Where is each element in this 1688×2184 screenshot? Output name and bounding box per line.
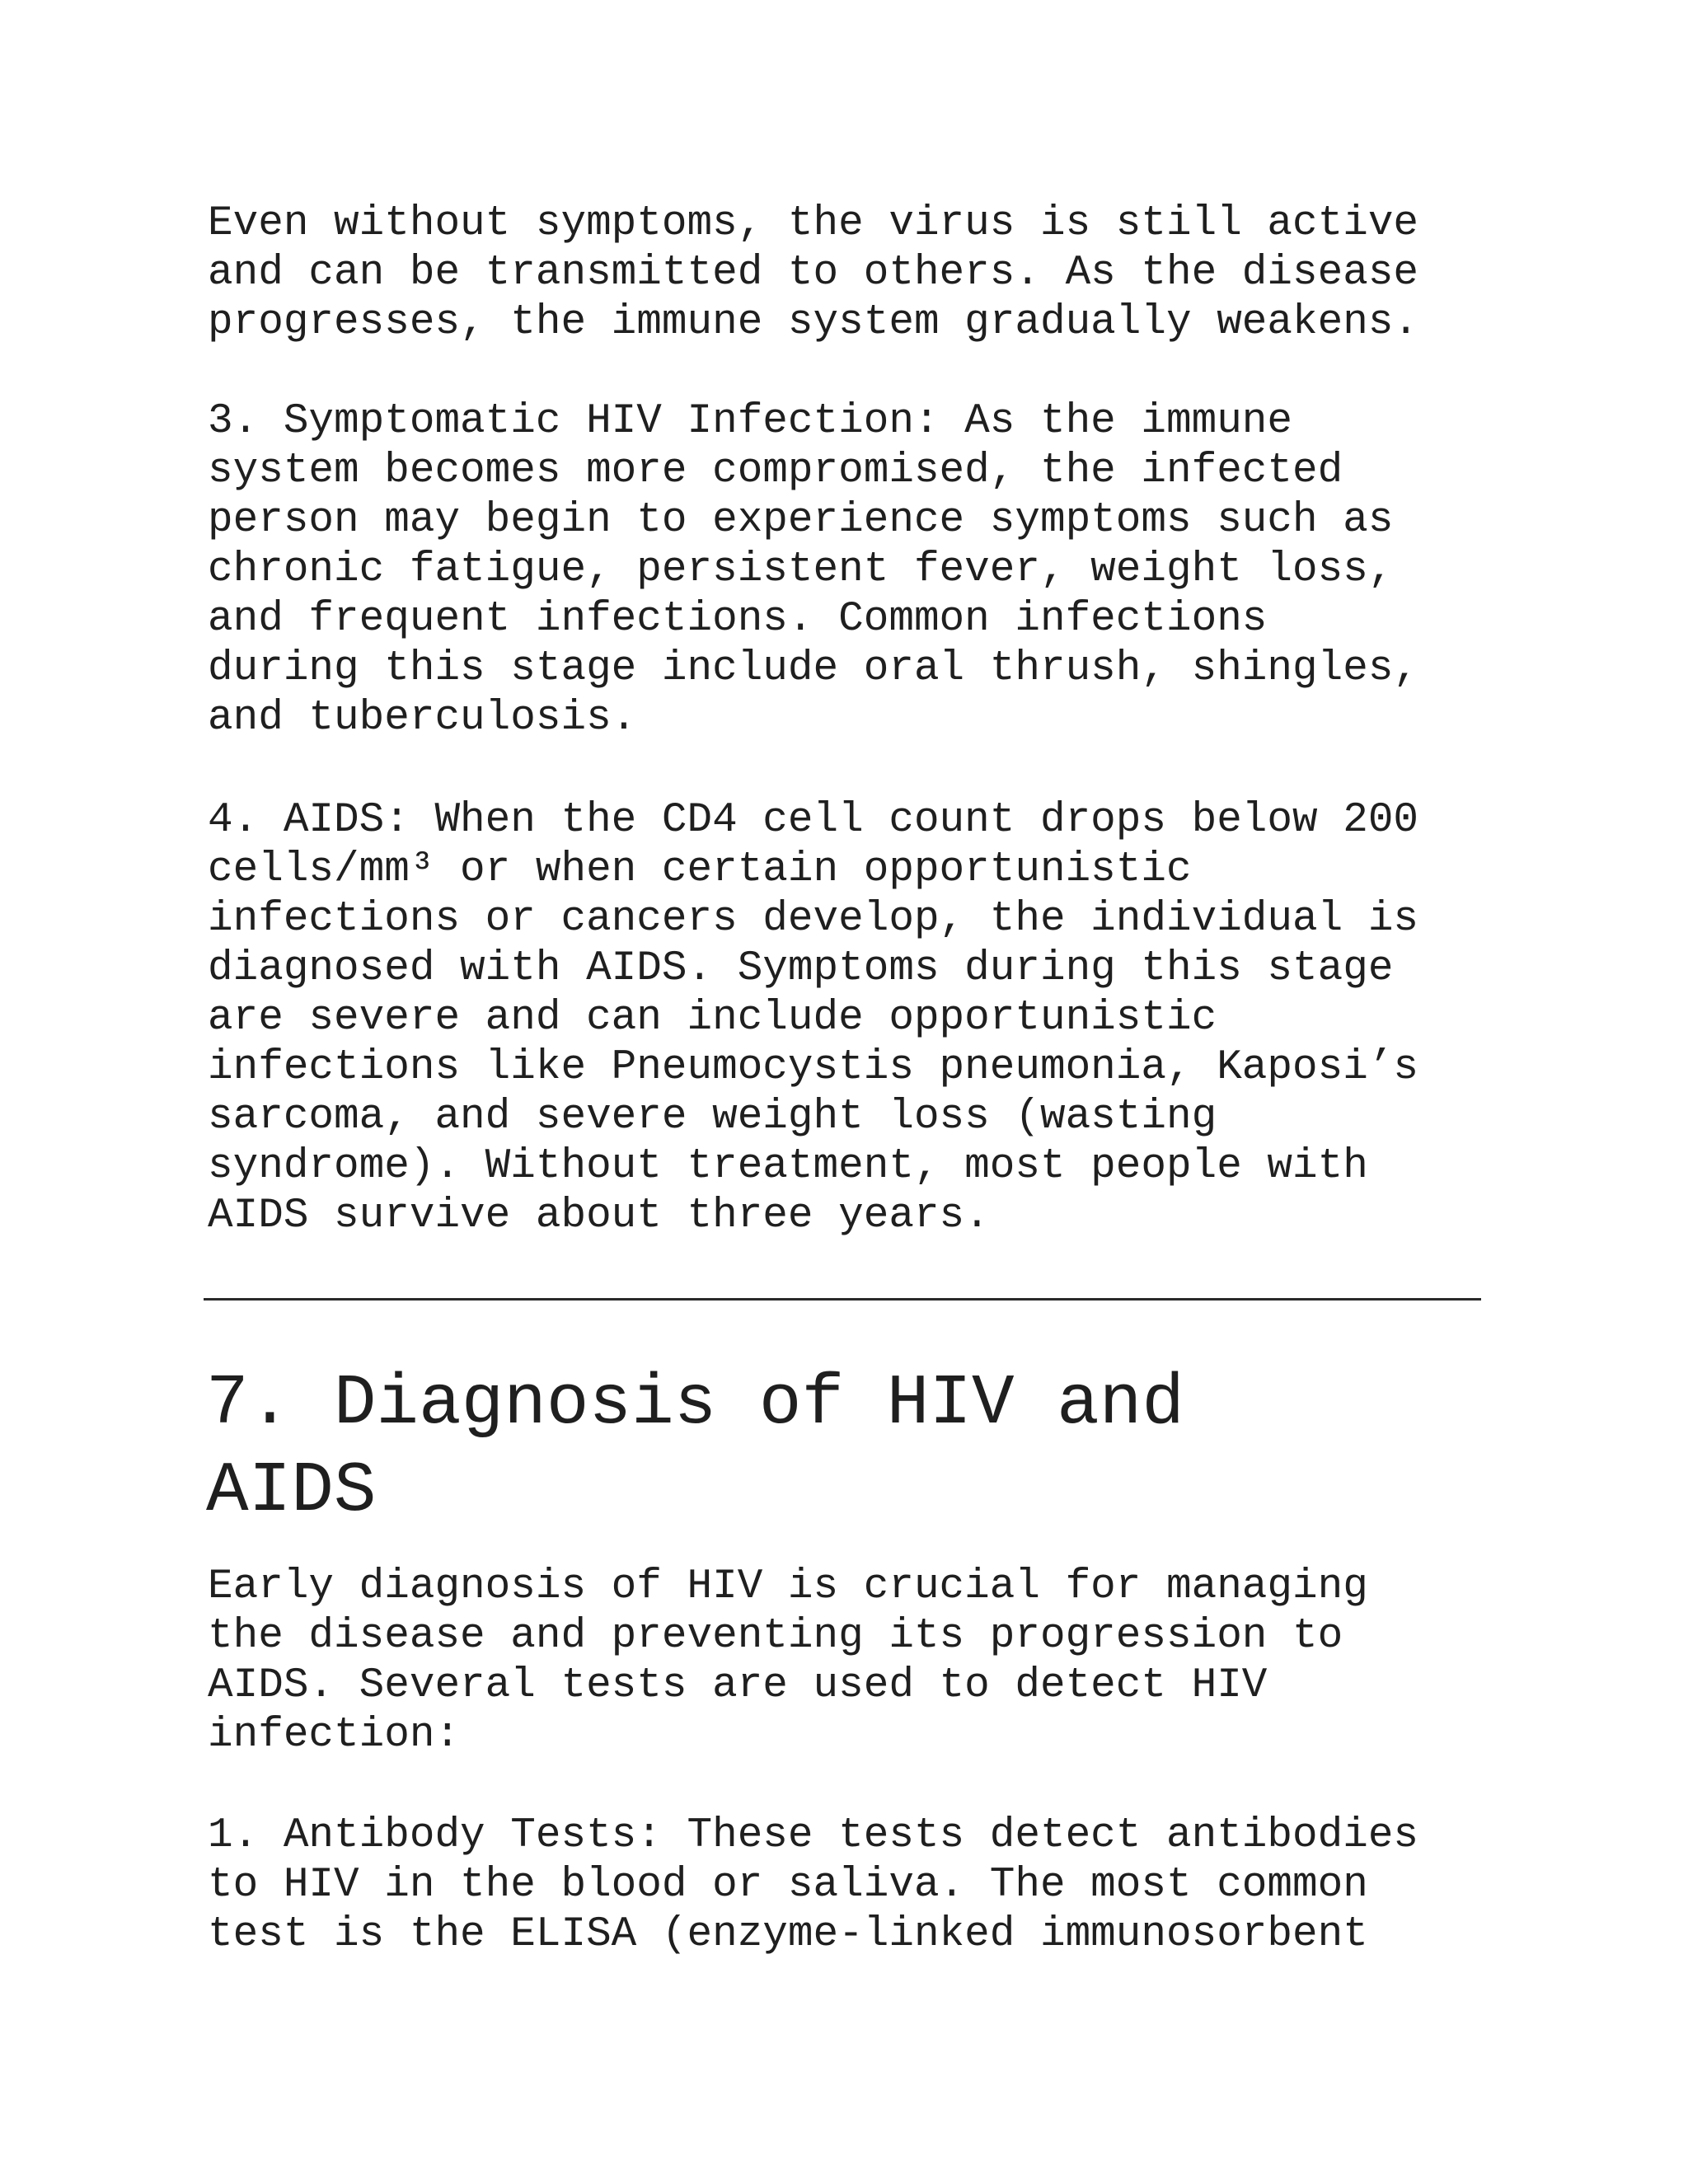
text-line: infection: — [208, 1712, 461, 1759]
text-line: 1. Antibody Tests: These tests detect antibodies — [208, 1812, 1419, 1859]
text-line: the disease and preventing its progression to — [208, 1613, 1343, 1660]
text-line: chronic fatigue, persistent fever, weight loss, — [208, 546, 1394, 593]
text-line: AIDS survive about three years. — [208, 1193, 990, 1240]
text-line: diagnosed with AIDS. Symptoms during this stage — [208, 945, 1394, 992]
text-line: 4. AIDS: When the CD4 cell count drops below 200 — [208, 797, 1419, 844]
heading-line: 7. Diagnosis of HIV and — [206, 1363, 1184, 1444]
text-line: progresses, the immune system gradually weakens. — [208, 299, 1419, 346]
text-line: are severe and can include opportunistic — [208, 995, 1217, 1042]
text-line: person may begin to experience symptoms such as — [208, 497, 1394, 544]
text-line: Even without symptoms, the virus is still active — [208, 200, 1419, 247]
text-line: infections like Pneumocystis pneumonia, Kaposi’s — [208, 1044, 1419, 1091]
text-line: and tuberculosis. — [208, 695, 637, 742]
text-line: AIDS. Several tests are used to detect HIV — [208, 1662, 1268, 1709]
heading-line: AIDS — [206, 1451, 377, 1531]
text-line: during this stage include oral thrush, shingles, — [208, 645, 1419, 692]
text-line: cells/mm³ or when certain opportunistic — [208, 846, 1192, 893]
text-line: to HIV in the blood or saliva. The most common — [208, 1862, 1368, 1909]
text-line: system becomes more compromised, the infected — [208, 448, 1343, 494]
text-line: 3. Symptomatic HIV Infection: As the immune — [208, 398, 1293, 445]
text-line: infections or cancers develop, the individual is — [208, 896, 1419, 943]
text-line: and can be transmitted to others. As the disease — [208, 250, 1419, 297]
text-line: Early diagnosis of HIV is crucial for managing — [208, 1563, 1368, 1610]
text-line: syndrome). Without treatment, most people with — [208, 1143, 1368, 1190]
text-line: test is the ELISA (enzyme-linked immunosorbent — [208, 1911, 1368, 1958]
section-divider — [204, 1298, 1481, 1301]
text-line: sarcoma, and severe weight loss (wasting — [208, 1094, 1217, 1141]
text-line: and frequent infections. Common infections — [208, 596, 1268, 643]
